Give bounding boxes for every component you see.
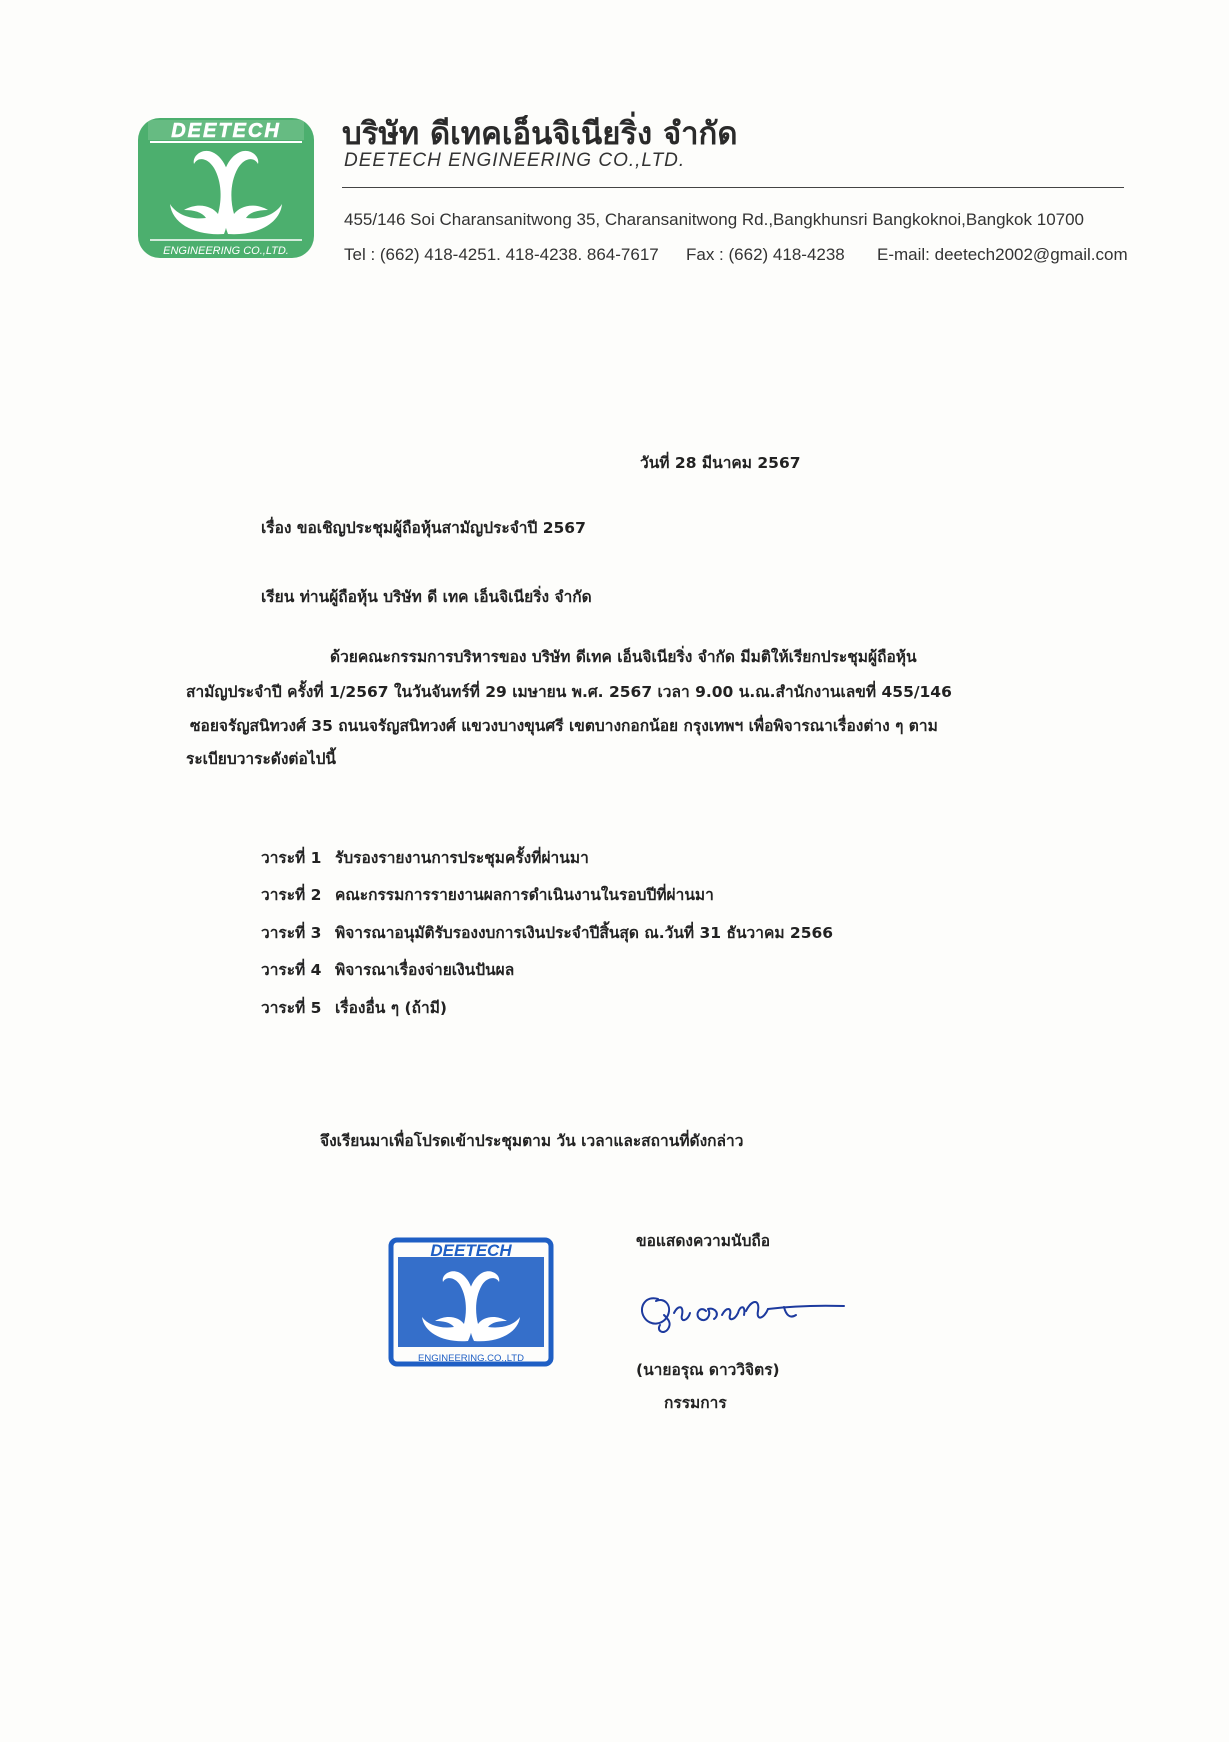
complimentary-close: ขอแสดงความนับถือ [636,1232,771,1250]
agenda-text: คณะกรรมการรายงานผลการดำเนินงานในรอบปีที่ผ่านมา [335,886,714,904]
body-line: ระเบียบวาระดังต่อไปนี้ [186,750,337,768]
company-name-english: DEETECH ENGINEERING CO.,LTD. [344,150,686,171]
letter-salutation: เรียน ท่านผู้ถือหุ้น บริษัท ดี เทค เอ็นจิเนียริ่ง จำกัด [261,588,592,606]
agenda-number: วาระที่ 1 [261,849,322,867]
letter-subject: เรื่อง ขอเชิญประชุมผู้ถือหุ้นสามัญประจำปี 2567 [261,519,586,537]
handwritten-signature [634,1285,849,1337]
svg-text:DEETECH: DEETECH [430,1241,512,1260]
fax: Fax : (662) 418-4238 [686,245,845,264]
agenda-number: วาระที่ 5 [261,999,322,1017]
telephone: Tel : (662) 418-4251. 418-4238. 864-7617 [344,245,659,264]
body-line: ด้วยคณะกรรมการบริหารของ บริษัท ดีเทค เอ็นจิเนียริ่ง จำกัด มีมติให้เรียกประชุมผู้ถือหุ้น [330,648,917,666]
company-stamp [388,1237,554,1367]
agenda-text: รับรองรายงานการประชุมครั้งที่ผ่านมา [335,849,589,867]
svg-text:DEETECH: DEETECH [171,120,281,142]
company-address: 455/146 Soi Charansanitwong 35, Charansanitwong Rd.,Bangkhunsri Bangkoknoi,Bangkok 10700 [344,210,1085,229]
body-line: ซอยจรัญสนิทวงศ์ 35 ถนนจรัญสนิทวงศ์ แขวงบางขุนศรี เขตบางกอกน้อย กรุงเทพฯ เพื่อพิจารณาเรื่องต่าง ๆ ตาม [190,717,938,735]
agenda-number: วาระที่ 3 [261,924,322,942]
svg-text:ENGINEERING CO.,LTD.: ENGINEERING CO.,LTD. [163,245,289,257]
agenda-text: พิจารณาอนุมัติรับรองงบการเงินประจำปีสิ้นสุด ณ.วันที่ 31 ธันวาคม 2566 [335,924,834,942]
company-logo [136,116,316,260]
signer-position: กรรมการ [664,1394,727,1412]
contact-line [344,245,1128,265]
closing-sentence: จึงเรียนมาเพื่อโปรดเข้าประชุมตาม วัน เวลาและสถานที่ดังกล่าว [320,1132,744,1150]
email: E-mail: deetech2002@gmail.com [877,245,1128,264]
body-line: สามัญประจำปี ครั้งที่ 1/2567 ในวันจันทร์ที่ 29 เมษายน พ.ศ. 2567 เวลา 9.00 น.ณ.สำนักงานเลขที่ 455/146 [186,683,952,701]
agenda-number: วาระที่ 4 [261,961,322,979]
letter-date: วันที่ 28 มีนาคม 2567 [640,454,801,472]
signer-name: (นายอรุณ ดาววิจิตร) [636,1361,780,1379]
letterhead-divider [342,187,1124,188]
company-name-thai: บริษัท ดีเทคเอ็นจิเนียริ่ง จำกัด [342,116,738,152]
agenda-text: พิจารณาเรื่องจ่ายเงินปันผล [335,961,515,979]
svg-text:ENGINEERING.CO.,LTD: ENGINEERING.CO.,LTD [418,1353,524,1364]
agenda-number: วาระที่ 2 [261,886,322,904]
agenda-text: เรื่องอื่น ๆ (ถ้ามี) [335,999,447,1017]
